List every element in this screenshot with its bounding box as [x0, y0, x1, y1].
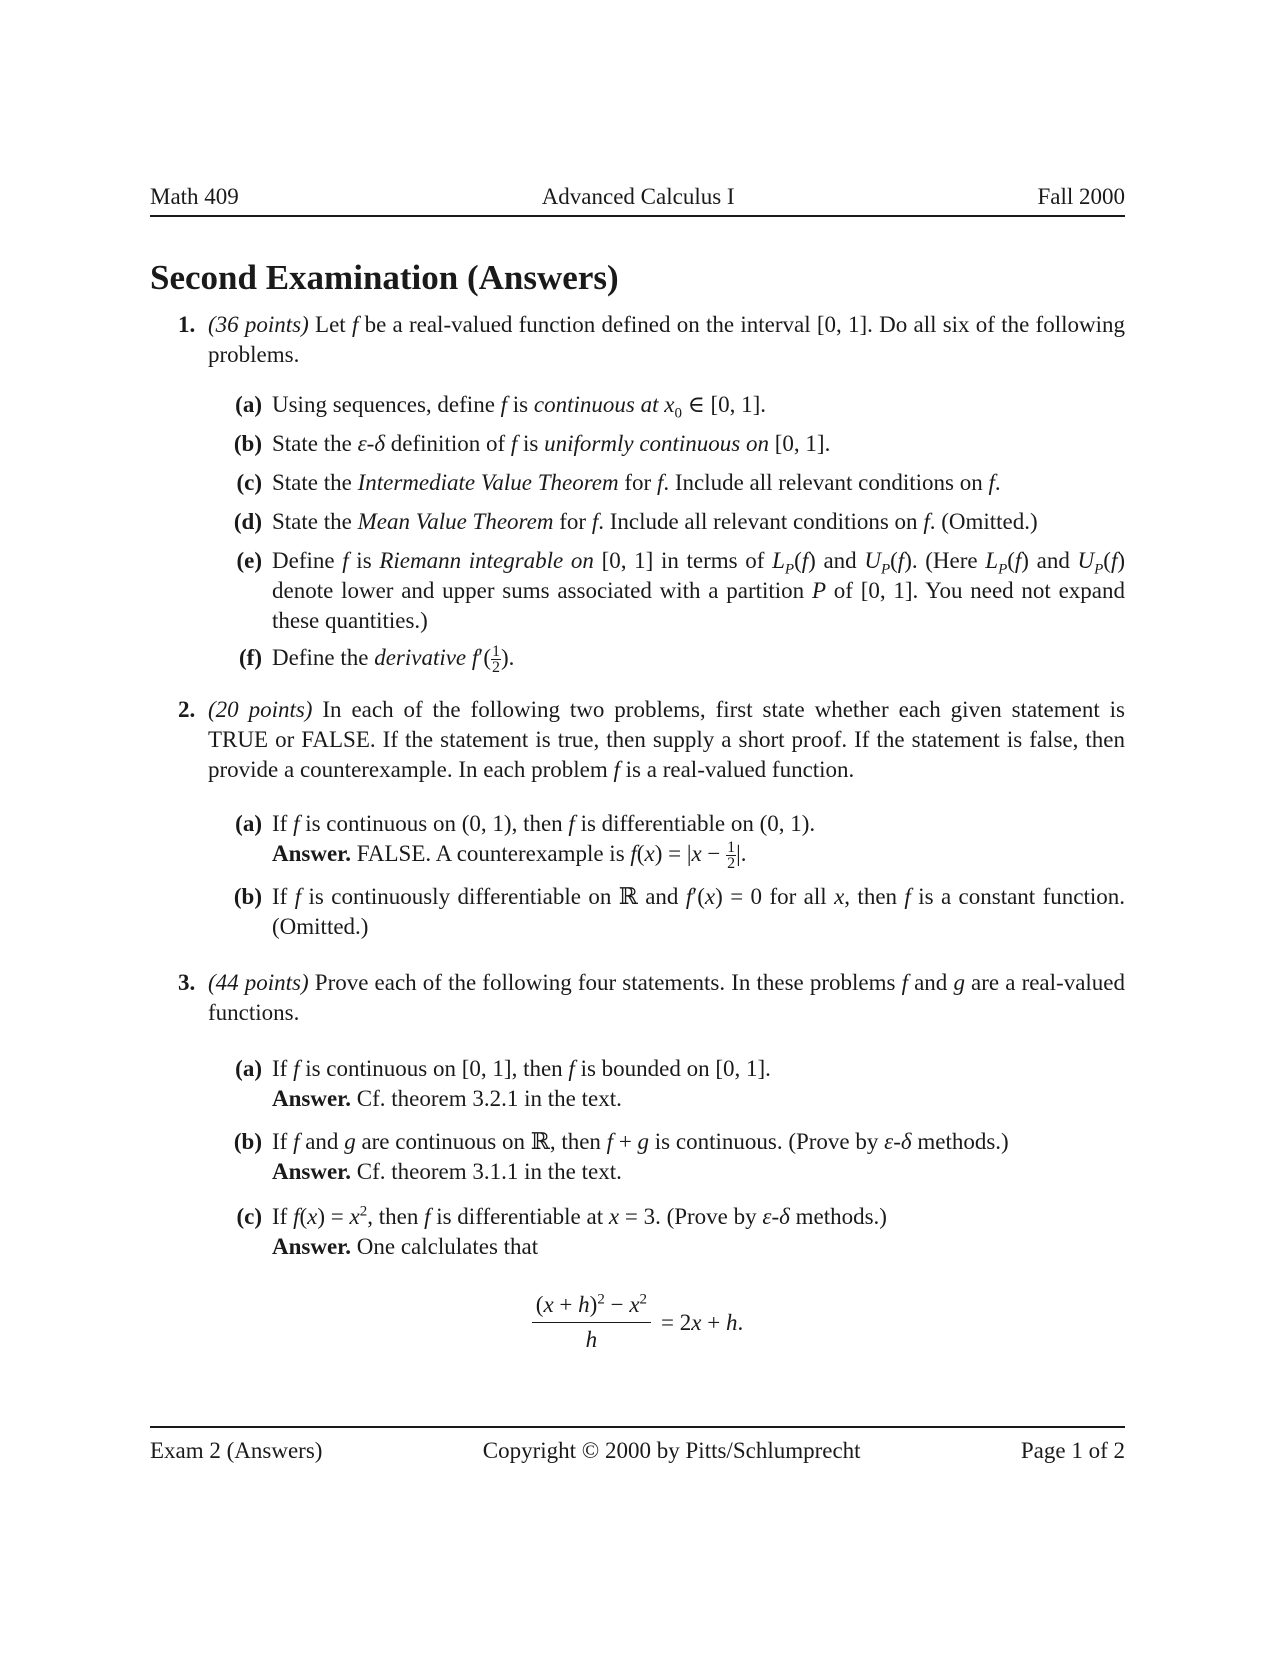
term: Fall 2000 [1037, 184, 1125, 209]
problem-2a: (a) If f is continuous on (0, 1), then f is differentiable on (0, 1). Answer. FALSE. A counterexample is f(x) = |x − $\frac{1}{2}$ |. [235, 811, 816, 873]
page-header [150, 182, 1125, 217]
page-number: Page 1 of 2 [1020, 1438, 1125, 1463]
problem-points: (20 points) [208, 697, 313, 722]
problem-number: 3. [178, 970, 196, 995]
problem-3a: (a) If f is continuous on [0, 1], then f is bounded on [0, 1]. Answer. Cf. theorem 3.2.1 in the text. [235, 1056, 771, 1111]
problem-3 [178, 968, 1125, 1028]
problem-number: 2. [178, 697, 196, 722]
problem-1c: (c) State the Intermediate Value Theorem for f. Include all relevant conditions on f. [236, 470, 1001, 495]
problem-1e: (e) Define f is Riemann integrable on [0, 1] in terms of $L_P(f)$ and $U_P(f)$. (Here $L_P(f)$ and $U_P(f)$ denote lower and upper sums associated with a partition P of [0, 1]. You need not expand these quantities.) [236, 548, 1126, 633]
page-footer [150, 1426, 1125, 1466]
problem-1 [178, 310, 1125, 370]
problem-3c: (c) If $f(x) = x^2$, then f is differentiable at x = 3. (Prove by ε-δ methods.) Answer. One calclulates that [236, 1203, 887, 1259]
problem-points: (36 points) [208, 312, 309, 337]
problem-number: 1. [178, 312, 196, 337]
footer-left: Exam 2 (Answers) [150, 1438, 323, 1463]
problem-intro: (20 points) In each of the following two problems, first state whether each given statement is TRUE or FALSE. If the statement is true, then supply a short proof. If the statement is false, then provide a counterexample. In each problem f is a real-valued function. [208, 697, 1125, 782]
problem-points: (44 points) [208, 970, 309, 995]
problem-3b: (b) If f and g are continuous on ℝ, then f + g is continuous. (Prove by ε-δ methods.) Answer. Cf. theorem 3.1.1 in the text. [233, 1129, 1009, 1184]
problem-1a: (a) Using sequences, define f is continuous at $x_0$ ∈ [0, 1]. [235, 392, 767, 422]
course-number: Math 409 [150, 184, 239, 209]
problem-1f: (f) Define the derivative f′( $\frac{1}{2}$ ). [239, 643, 515, 677]
page-title: Second Examination (Answers) [150, 258, 619, 297]
problem-intro: (44 points) Prove each of the following four statements. In these problems f and g are a real-valued functions. [208, 970, 1125, 1025]
footer-copyright: Copyright © 2000 by Pitts/Schlumprecht [482, 1438, 861, 1463]
problem-2b: (b) If f is continuously differentiable on ℝ and f′(x) = 0 for all x, then f is a constant function. (Omitted.) [233, 884, 1125, 939]
problem-1b: (b) State the ε-δ definition of f is uniformly continuous on [0, 1]. [233, 431, 831, 456]
problem-intro: (36 points) Let f be a real-valued function defined on the interval [0, 1]. Do all six of the following problems. [208, 312, 1125, 367]
display-equation: $\frac{(x + h)^2 - x^2}{h}$ = 2x + h. [150, 1290, 1125, 1355]
problem-1d: (d) State the Mean Value Theorem for f. Include all relevant conditions on f. (Omitted.) [233, 509, 1038, 534]
course-title: Advanced Calculus I [541, 184, 735, 209]
problem-2 [178, 695, 1125, 785]
